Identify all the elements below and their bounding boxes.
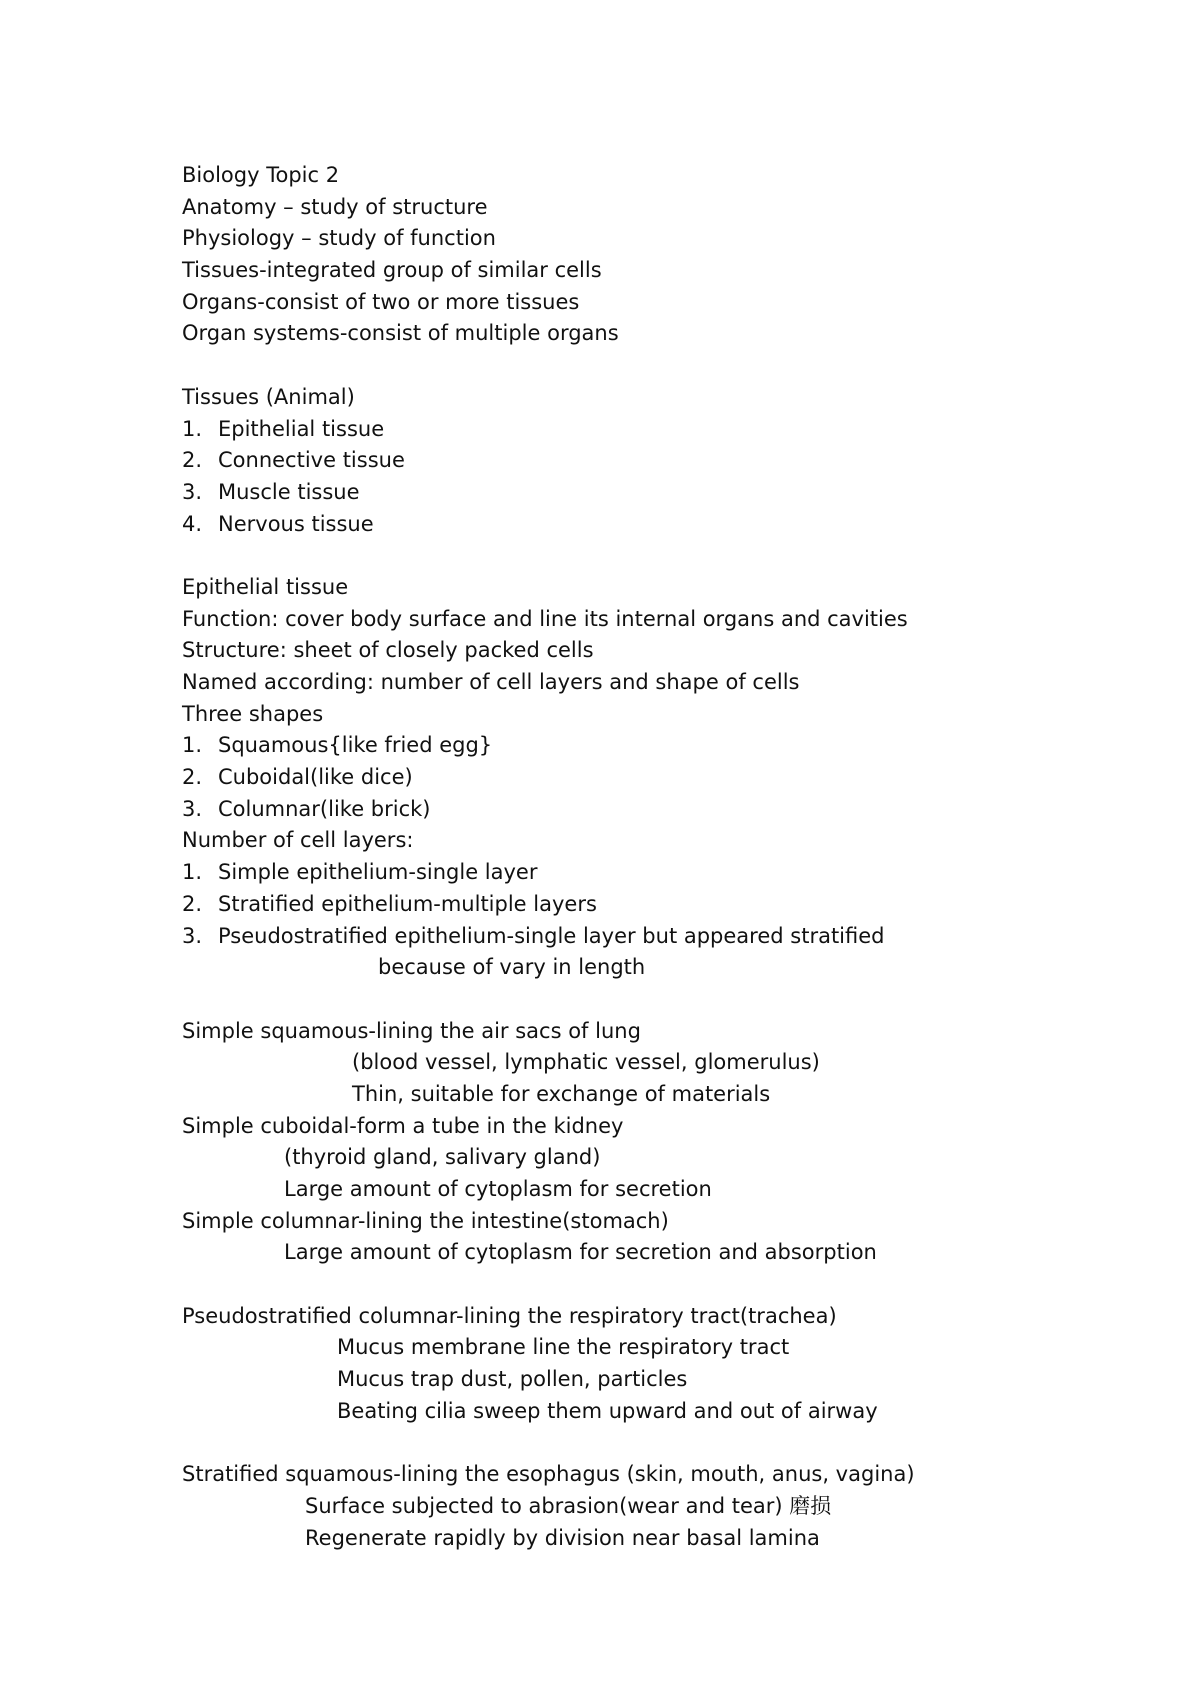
- simple-columnar-note: Large amount of cytoplasm for secretion and absorption: [284, 1240, 877, 1265]
- blank-line: [182, 984, 1142, 1016]
- epithelial-heading: Epithelial tissue: [182, 574, 349, 599]
- list-item: [182, 857, 1142, 889]
- list-text: Stratified epithelium-multiple layers: [218, 891, 597, 916]
- epithelial-structure: Structure: sheet of closely packed cells: [182, 638, 594, 663]
- list-number: 1.: [182, 733, 203, 758]
- pseudostratified-heading: Pseudostratified columnar-lining the respiratory tract(trachea): [182, 1303, 837, 1328]
- list-continuation: because of vary in length: [378, 955, 646, 980]
- tissues-definition: Tissues-integrated group of similar cells: [182, 258, 602, 283]
- list-text: Columnar(like brick): [218, 796, 431, 821]
- list-number: 3.: [182, 923, 203, 948]
- blank-line: [182, 540, 1142, 572]
- blank-line: [182, 1269, 1142, 1301]
- simple-columnar-heading: Simple columnar-lining the intestine(stomach): [182, 1208, 669, 1233]
- epithelial-function: Function: cover body surface and line its internal organs and cavities: [182, 606, 908, 631]
- list-number: 2.: [182, 891, 203, 916]
- physiology-definition: Physiology – study of function: [182, 226, 496, 251]
- list-text: Epithelial tissue: [218, 416, 385, 441]
- epithelial-naming: Named according: number of cell layers and shape of cells: [182, 670, 800, 694]
- list-number: 3.: [182, 479, 203, 504]
- simple-squamous-examples: (blood vessel, lymphatic vessel, glomerulus): [352, 1050, 820, 1075]
- shapes-heading: Three shapes: [182, 701, 324, 726]
- list-number: 1.: [182, 860, 203, 885]
- simple-cuboidal-heading: Simple cuboidal-form a tube in the kidney: [182, 1113, 624, 1138]
- pseudostratified-note: Mucus trap dust, pollen, particles: [337, 1367, 688, 1392]
- simple-squamous-note: Thin, suitable for exchange of materials: [352, 1081, 771, 1106]
- list-item: [182, 414, 1142, 446]
- pseudostratified-note: Beating cilia sweep them upward and out of airway: [337, 1398, 878, 1423]
- tissues-heading: Tissues (Animal): [182, 384, 355, 409]
- list-number: 2.: [182, 448, 203, 473]
- organ-systems-definition: Organ systems-consist of multiple organs: [182, 321, 619, 346]
- list-text: Pseudostratified epithelium-single layer but appeared stratified: [218, 923, 885, 948]
- list-text: Simple epithelium-single layer: [218, 860, 538, 885]
- organs-definition: Organs-consist of two or more tissues: [182, 289, 580, 314]
- list-item: [182, 445, 1142, 477]
- list-number: 2.: [182, 765, 203, 790]
- list-text: Cuboidal(like dice): [218, 765, 413, 790]
- document-page: [182, 160, 1142, 1554]
- anatomy-definition: Anatomy – study of structure: [182, 194, 488, 219]
- list-text: Nervous tissue: [218, 511, 374, 536]
- stratified-squamous-note: Surface subjected to abrasion(wear and tear) 磨损: [305, 1493, 832, 1518]
- list-text: Connective tissue: [218, 448, 405, 473]
- list-text: Muscle tissue: [218, 479, 360, 504]
- list-item: [182, 794, 1142, 826]
- list-item: [182, 730, 1142, 762]
- list-item: [182, 477, 1142, 509]
- layers-heading: Number of cell layers:: [182, 828, 414, 853]
- list-item: [182, 921, 1142, 953]
- list-number: 1.: [182, 416, 203, 441]
- simple-squamous-heading: Simple squamous-lining the air sacs of lung: [182, 1018, 641, 1043]
- simple-cuboidal-note: Large amount of cytoplasm for secretion: [284, 1177, 712, 1201]
- stratified-squamous-note: Regenerate rapidly by division near basal lamina: [305, 1525, 820, 1550]
- list-number: 3.: [182, 796, 203, 821]
- stratified-squamous-heading: Stratified squamous-lining the esophagus (skin, mouth, anus, vagina): [182, 1462, 915, 1487]
- list-item: [182, 889, 1142, 921]
- list-number: 4.: [182, 511, 203, 536]
- blank-line: [182, 1428, 1142, 1460]
- doc-title: Biology Topic 2: [182, 163, 340, 187]
- list-item: [182, 509, 1142, 541]
- blank-line: [182, 350, 1142, 382]
- list-item: [182, 762, 1142, 794]
- simple-cuboidal-examples: (thyroid gland, salivary gland): [284, 1145, 601, 1170]
- pseudostratified-note: Mucus membrane line the respiratory tract: [337, 1335, 790, 1360]
- list-text: Squamous{like fried egg}: [218, 733, 493, 758]
